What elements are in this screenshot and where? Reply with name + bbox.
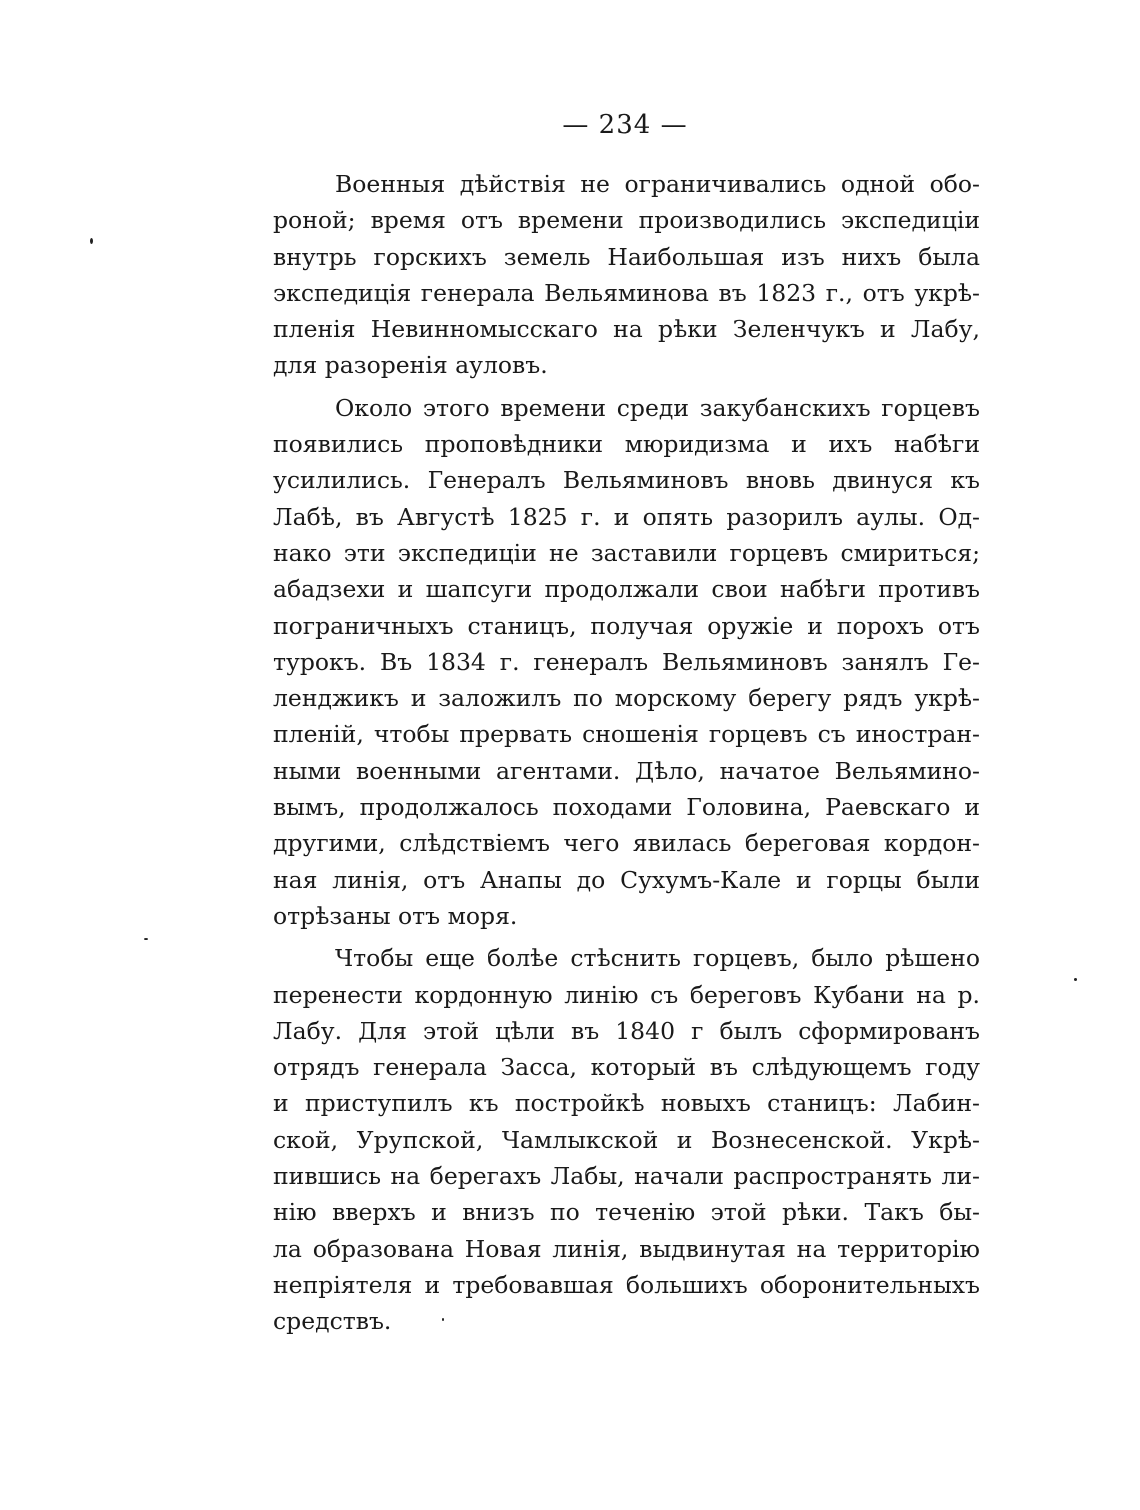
- text-line: усилились. Генералъ Вельяминовъ вновь двинуся къ: [273, 466, 980, 495]
- text-line: пившись на берегахъ Лабы, начали распространять ли-: [273, 1162, 980, 1191]
- text-line: экспедиція генерала Вельяминова въ 1823 г., отъ укрѣ-: [273, 278, 980, 307]
- page-number: — 234 —: [562, 110, 688, 140]
- text-line: ла образована Новая линія, выдвинутая на территорію: [273, 1234, 980, 1263]
- text-line: турокъ. Въ 1834 г. генералъ Вельяминовъ занялъ Ге-: [273, 647, 980, 676]
- paragraph: [273, 166, 980, 384]
- text-line: ными военными агентами. Дѣло, начатое Вельямино-: [273, 756, 980, 785]
- text-line: Около этого времени среди закубанскихъ горцевъ: [335, 393, 980, 422]
- paragraph: [273, 390, 980, 934]
- text-line: внутрь горскихъ земель Наибольшая изъ нихъ была: [273, 242, 980, 271]
- text-line: Военныя дѣйствія не ограничивались одной обо-: [335, 170, 980, 198]
- text-line: роной; время отъ времени производились экспедиціи: [273, 206, 980, 235]
- text-line: перенести кордонную линію съ береговъ Кубани на р.: [273, 980, 980, 1009]
- text-line: отрядъ генерала Засса, который въ слѣдующемъ году: [273, 1053, 980, 1082]
- text-line: ленджикъ и заложилъ по морскому берегу рядъ укрѣ-: [273, 684, 980, 713]
- text-line: нію вверхъ и внизъ по теченію этой рѣки. Такъ бы-: [273, 1198, 980, 1227]
- text-line: абадзехи и шапсуги продолжали свои набѣги противъ: [273, 575, 980, 604]
- scan-speck: [90, 238, 93, 244]
- text-line: Лабу. Для этой цѣли въ 1840 г былъ сформированъ: [273, 1016, 980, 1045]
- text-line: отрѣзаны отъ моря.: [273, 901, 518, 930]
- text-line: Чтобы еще болѣе стѣснить горцевъ, было рѣшено: [335, 944, 980, 973]
- text-line: пленій, чтобы прервать сношенія горцевъ съ иностран-: [273, 720, 980, 749]
- text-line: вымъ, продолжалось походами Головина, Раевскаго и: [273, 793, 980, 822]
- text-line: нако эти экспедиціи не заставили горцевъ смириться;: [273, 538, 980, 567]
- text-line: появились проповѣдники мюридизма и ихъ набѣги: [273, 430, 980, 459]
- text-line: другими, слѣдствіемъ чего явилась береговая кордон-: [273, 829, 980, 858]
- text-line: для разоренія ауловъ.: [273, 351, 548, 380]
- text-line: непріятеля и требовавшая большихъ оборонительныхъ: [273, 1270, 980, 1299]
- text-line: ная линія, отъ Анапы до Сухумъ-Кале и горцы были: [273, 865, 980, 894]
- scan-speck: [442, 1318, 444, 1321]
- text-line: ской, Урупской, Чамлыкской и Вознесенской. Укрѣ-: [273, 1125, 980, 1154]
- text-line: средствъ.: [273, 1307, 392, 1336]
- text-line: пленія Невинномысскаго на рѣки Зеленчукъ и Лабу,: [273, 315, 980, 344]
- scan-speck: [144, 938, 148, 940]
- text-line: и приступилъ къ постройкѣ новыхъ станицъ: Лабин-: [273, 1089, 980, 1118]
- text-line: пограничныхъ станицъ, получая оружіе и порохъ отъ: [273, 611, 980, 640]
- scan-speck: [1074, 978, 1077, 981]
- body-text: [273, 166, 980, 1346]
- paragraph: [273, 940, 980, 1339]
- text-line: Лабѣ, въ Августѣ 1825 г. и опять разорилъ аулы. Од-: [273, 502, 980, 531]
